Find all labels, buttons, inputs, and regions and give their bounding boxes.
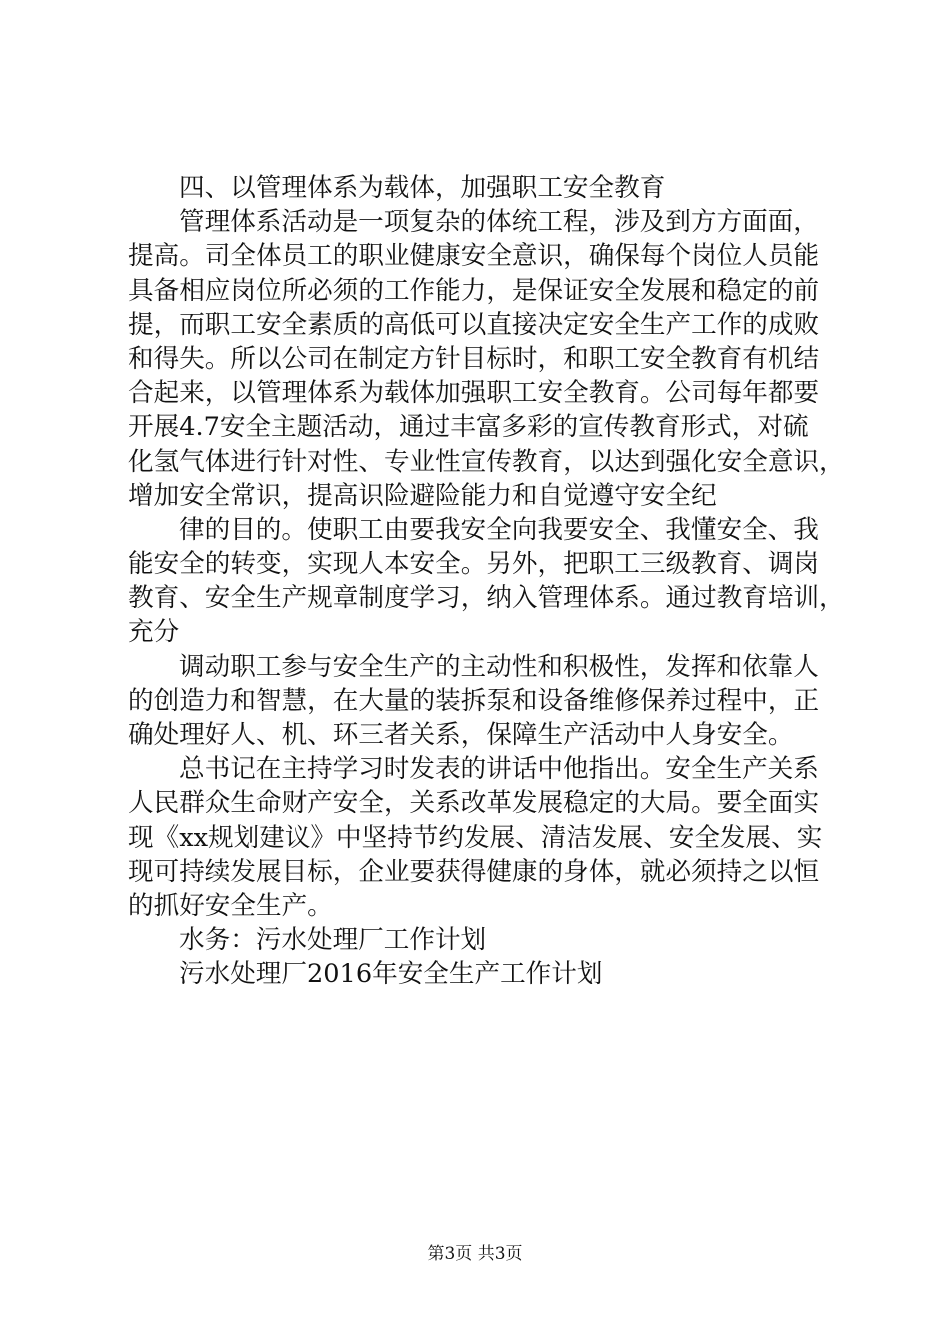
paragraph-line: 律的目的。使职工由要我安全向我要安全、我懂安全、我 [179,514,819,545]
paragraph-line: 的抓好安全生产。 [128,890,333,921]
paragraph-line: 教育、安全生产规章制度学习，纳入管理体系。通过教育培训， [128,583,845,614]
paragraph-line: 化氢气体进行针对性、专业性宣传教育，以达到强化安全意识， [128,446,845,477]
page-number: 第3页 共3页 [427,1244,523,1264]
paragraph-line: 确处理好人、机、环三者关系，保障生产活动中人身安全。 [128,720,794,750]
paragraph-line: 充分 [128,617,180,648]
document-body [128,171,844,992]
paragraph-line: 管理体系活动是一项复杂的体统工程，涉及到方方面面， [179,207,819,238]
paragraph-line: 现可持续发展目标，企业要获得健康的身体，就必须持之以恒 [128,856,820,887]
section-heading: 四、以管理体系为载体，加强职工安全教育 [179,173,666,203]
paragraph-line: 污水处理厂2016年安全生产工作计划 [179,959,603,990]
paragraph-line: 提，而职工安全素质的高低可以直接决定安全生产工作的成败 [128,309,820,340]
paragraph-line: 具备相应岗位所必须的工作能力，是保证安全发展和稳定的前 [128,275,820,306]
paragraph-line: 提高。司全体员工的职业健康安全意识，确保每个岗位人员能 [128,241,820,272]
paragraph-line: 的创造力和智慧，在大量的装拆泵和设备维修保养过程中，正 [128,685,820,716]
paragraph-line: 开展4.7安全主题活动，通过丰富多彩的宣传教育形式，对硫 [128,412,809,443]
paragraph-line: 现《xx规划建议》中坚持节约发展、清洁发展、安全发展、实 [128,822,823,853]
paragraph-line: 调动职工参与安全生产的主动性和积极性，发挥和依靠人 [179,651,819,682]
paragraph-line: 人民群众生命财产安全，关系改革发展稳定的大局。要全面实 [128,788,820,819]
paragraph-line: 能安全的转变，实现人本安全。另外，把职工三级教育、调岗 [128,549,820,580]
paragraph-line: 合起来，以管理体系为载体加强职工安全教育。公司每年都要 [128,378,820,409]
paragraph-line: 增加安全常识，提高识险避险能力和自觉遵守安全纪 [128,480,717,511]
paragraph-line: 总书记在主持学习时发表的讲话中他指出。安全生产关系 [179,754,819,785]
paragraph-line: 和得失。所以公司在制定方针目标时，和职工安全教育有机结 [128,343,820,374]
paragraph-line: 水务：污水处理厂工作计划 [179,925,487,956]
